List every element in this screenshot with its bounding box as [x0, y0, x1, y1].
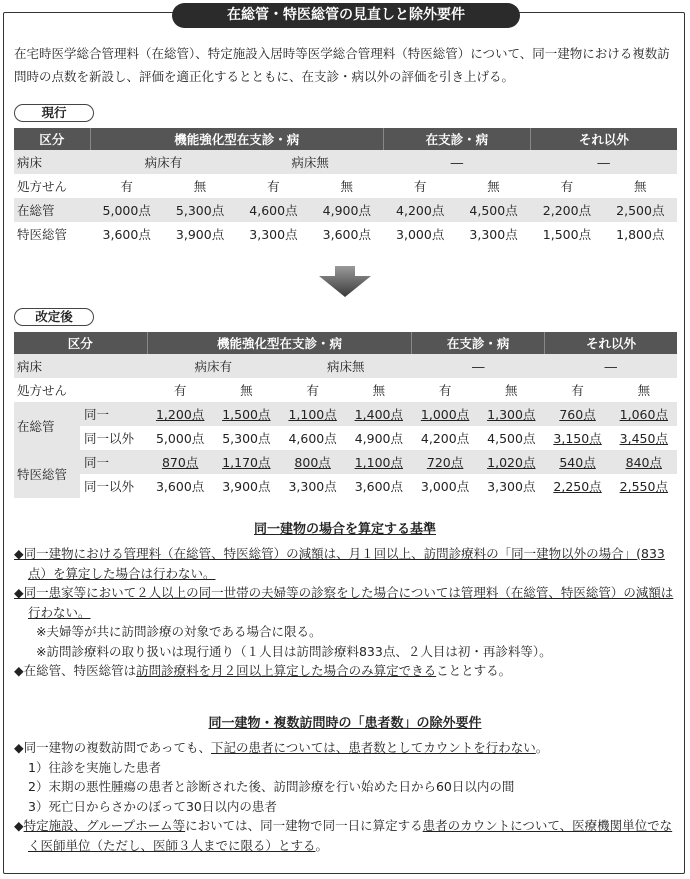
criteria-note: ※夫婦等が共に訪問診療の対象である場合に限る。	[36, 624, 322, 639]
fee-cell: 3,600点	[102, 227, 151, 242]
sub-label: 同一以外	[84, 479, 135, 494]
row-label: 在総管	[14, 198, 90, 222]
fee-cell: 5,300点	[222, 431, 271, 446]
revised-fee-table	[14, 332, 677, 498]
revised-tag: 改定後	[14, 308, 94, 326]
fee-cell: 1,200点	[147, 402, 213, 426]
table-row	[14, 450, 677, 474]
prescription-label: 処方せん	[17, 179, 68, 194]
prescription-row	[14, 174, 677, 198]
exclusion-item: ◆特定施設、グループホーム等においては、同一建物で同一日に算定する患者のカウントについて、医療機関単位でなく医師単位（ただし、医師３人までに限る）とする。	[14, 818, 673, 853]
fee-cell: 2,250点	[553, 479, 602, 494]
sub-label: 同一	[80, 402, 147, 426]
fee-cell: 1,020点	[478, 450, 544, 474]
rx-value: 無	[505, 383, 518, 398]
fee-cell: 4,200点	[420, 431, 470, 446]
rx-value: 有	[173, 383, 187, 398]
fee-cell: 4,900点	[354, 431, 403, 446]
fee-cell: 3,900点	[222, 479, 271, 494]
header-support: 在支診・病	[384, 128, 531, 150]
fee-cell: 3,900点	[175, 227, 225, 242]
fee-cell: 2,200点	[530, 198, 603, 222]
fee-cell: 1,170点	[213, 450, 279, 474]
sub-label: 同一	[80, 450, 147, 474]
rx-value: 無	[637, 383, 651, 398]
fee-cell: 2,550点	[619, 479, 668, 494]
header-other: それ以外	[530, 128, 677, 150]
rx-value: 有	[120, 179, 133, 194]
prescription-label: 処方せん	[17, 383, 68, 398]
bed-value: ―	[412, 354, 544, 378]
fee-cell: 3,000点	[396, 227, 445, 242]
fee-cell: 5,300点	[163, 198, 236, 222]
criteria-item: ◆同一患家等において２人以上の同一世帯の夫婦等の診察をした場合については管理料（在総管、特医総管）の減額は行わない。	[14, 585, 674, 620]
fee-cell: 4,600点	[288, 431, 337, 446]
exclusion-list	[14, 738, 682, 855]
fee-cell: 3,450点	[619, 431, 668, 446]
table-row	[14, 474, 677, 498]
exclusion-sub-item: 3）死亡日からさかのぼって30日以内の患者	[28, 798, 277, 814]
fee-cell: 3,300点	[469, 227, 518, 242]
section-criteria-title: 同一建物の場合を算定する基準	[253, 522, 436, 537]
prescription-row	[14, 378, 677, 402]
fee-cell: 1,500点	[213, 402, 279, 426]
table-header-row	[14, 332, 677, 354]
intro-text: 在宅時医学総合管理料（在総管）、特定施設入居時等医学総合管理料（特医総管）について、同一建物における複数訪問時の点数を新設し、評価を適正化するとともに、在支診・病以外の評価を引き上げる。	[14, 46, 670, 84]
rx-value: 有	[413, 179, 427, 194]
rx-value: 無	[487, 179, 500, 194]
fee-cell: 5,000点	[155, 431, 205, 446]
fee-cell: 1,500点	[542, 227, 592, 242]
fee-cell: 1,300点	[478, 402, 544, 426]
rx-value: 無	[372, 383, 386, 398]
bed-value: 病床有	[90, 150, 237, 174]
table-row	[14, 222, 677, 246]
table-row	[14, 198, 677, 222]
fee-cell: 760点	[544, 402, 610, 426]
bed-row	[14, 354, 677, 378]
fee-cell: 1,400点	[346, 402, 412, 426]
fee-cell: 3,600点	[354, 479, 403, 494]
fee-cell: 720点	[412, 450, 478, 474]
header-category: 区分	[14, 332, 147, 354]
bed-value: ―	[530, 150, 677, 174]
bed-value: 病床有	[147, 354, 279, 378]
sub-label: 同一以外	[84, 431, 135, 446]
rx-value: 有	[571, 383, 584, 398]
fee-cell: 4,600点	[237, 198, 310, 222]
fee-cell: 1,100点	[279, 402, 345, 426]
rx-value: 無	[240, 383, 253, 398]
header-other: それ以外	[544, 332, 677, 354]
table-row	[14, 402, 677, 426]
fee-cell: 3,150点	[553, 431, 602, 446]
rx-value: 無	[634, 179, 647, 194]
header-support: 在支診・病	[412, 332, 544, 354]
fee-cell: 4,500点	[487, 431, 536, 446]
fee-cell: 3,300点	[288, 479, 337, 494]
page-title: 在総管・特医総管の見直しと除外要件	[172, 3, 520, 28]
fee-cell: 1,000点	[412, 402, 478, 426]
fee-cell: 800点	[279, 450, 345, 474]
bed-label: 病床	[14, 150, 90, 174]
bed-value: 病床無	[279, 354, 411, 378]
fee-cell: 840点	[611, 450, 677, 474]
criteria-list	[14, 544, 682, 681]
header-enhanced: 機能強化型在支診・病	[147, 332, 412, 354]
fee-cell: 4,900点	[310, 198, 383, 222]
group-label: 在総管	[14, 402, 80, 450]
row-label: 特医総管	[17, 227, 68, 242]
fee-cell: 1,060点	[611, 402, 677, 426]
bed-value: 病床無	[237, 150, 384, 174]
fee-cell: 1,100点	[346, 450, 412, 474]
section-exclusion-title: 同一建物・複数訪問時の「患者数」の除外要件	[208, 716, 482, 731]
bed-label: 病床	[14, 354, 147, 378]
exclusion-sub-item: 1）往診を実施した患者	[28, 759, 161, 775]
criteria-item: ◆同一建物における管理料（在総管、特医総管）の減額は、月１回以上、訪問診療料の「同一建物以外の場合」(833点）を算定した場合は行わない。	[14, 546, 665, 581]
fee-cell: 3,600点	[322, 227, 371, 242]
fee-cell: 4,200点	[384, 198, 457, 222]
group-label: 特医総管	[14, 450, 80, 498]
rx-value: 有	[267, 179, 280, 194]
table-row	[14, 426, 677, 450]
current-fee-table	[14, 128, 677, 246]
fee-cell: 1,800点	[616, 227, 665, 242]
rx-value: 無	[340, 179, 354, 194]
fee-cell: 3,300点	[487, 479, 536, 494]
bed-row	[14, 150, 677, 174]
bed-value: ―	[384, 150, 531, 174]
bed-value: ―	[544, 354, 677, 378]
rx-value: 無	[193, 179, 207, 194]
fee-cell: 3,000点	[420, 479, 470, 494]
current-tag: 現行	[14, 104, 94, 122]
criteria-note: ※訪問診療料の取り扱いは現行通り（１人目は訪問診療料833点、２人目は初・再診料等）。	[36, 643, 552, 659]
table-header-row	[14, 128, 677, 150]
fee-cell: 3,300点	[249, 227, 298, 242]
fee-cell: 5,000点	[90, 198, 163, 222]
fee-cell: 870点	[147, 450, 213, 474]
arrow-down-icon	[317, 266, 373, 298]
criteria-item: ◆在総管、特医総管は訪問診療料を月２回以上算定した場合のみ算定できることとする。	[14, 663, 512, 678]
rx-value: 有	[438, 383, 452, 398]
fee-cell: 540点	[544, 450, 610, 474]
header-enhanced: 機能強化型在支診・病	[90, 128, 384, 150]
fee-cell: 4,500点	[457, 198, 530, 222]
fee-cell: 2,500点	[604, 198, 677, 222]
header-category: 区分	[14, 128, 90, 150]
exclusion-item: ◆同一建物の複数訪問であっても、下記の患者については、患者数としてカウントを行わない。	[14, 740, 549, 755]
rx-value: 有	[306, 383, 319, 398]
rx-value: 有	[560, 179, 574, 194]
fee-cell: 3,600点	[155, 479, 205, 494]
exclusion-sub-item: 2）末期の悪性腫瘍の患者と診断された後、訪問診療を行い始めた日から60日以内の間	[28, 779, 515, 794]
